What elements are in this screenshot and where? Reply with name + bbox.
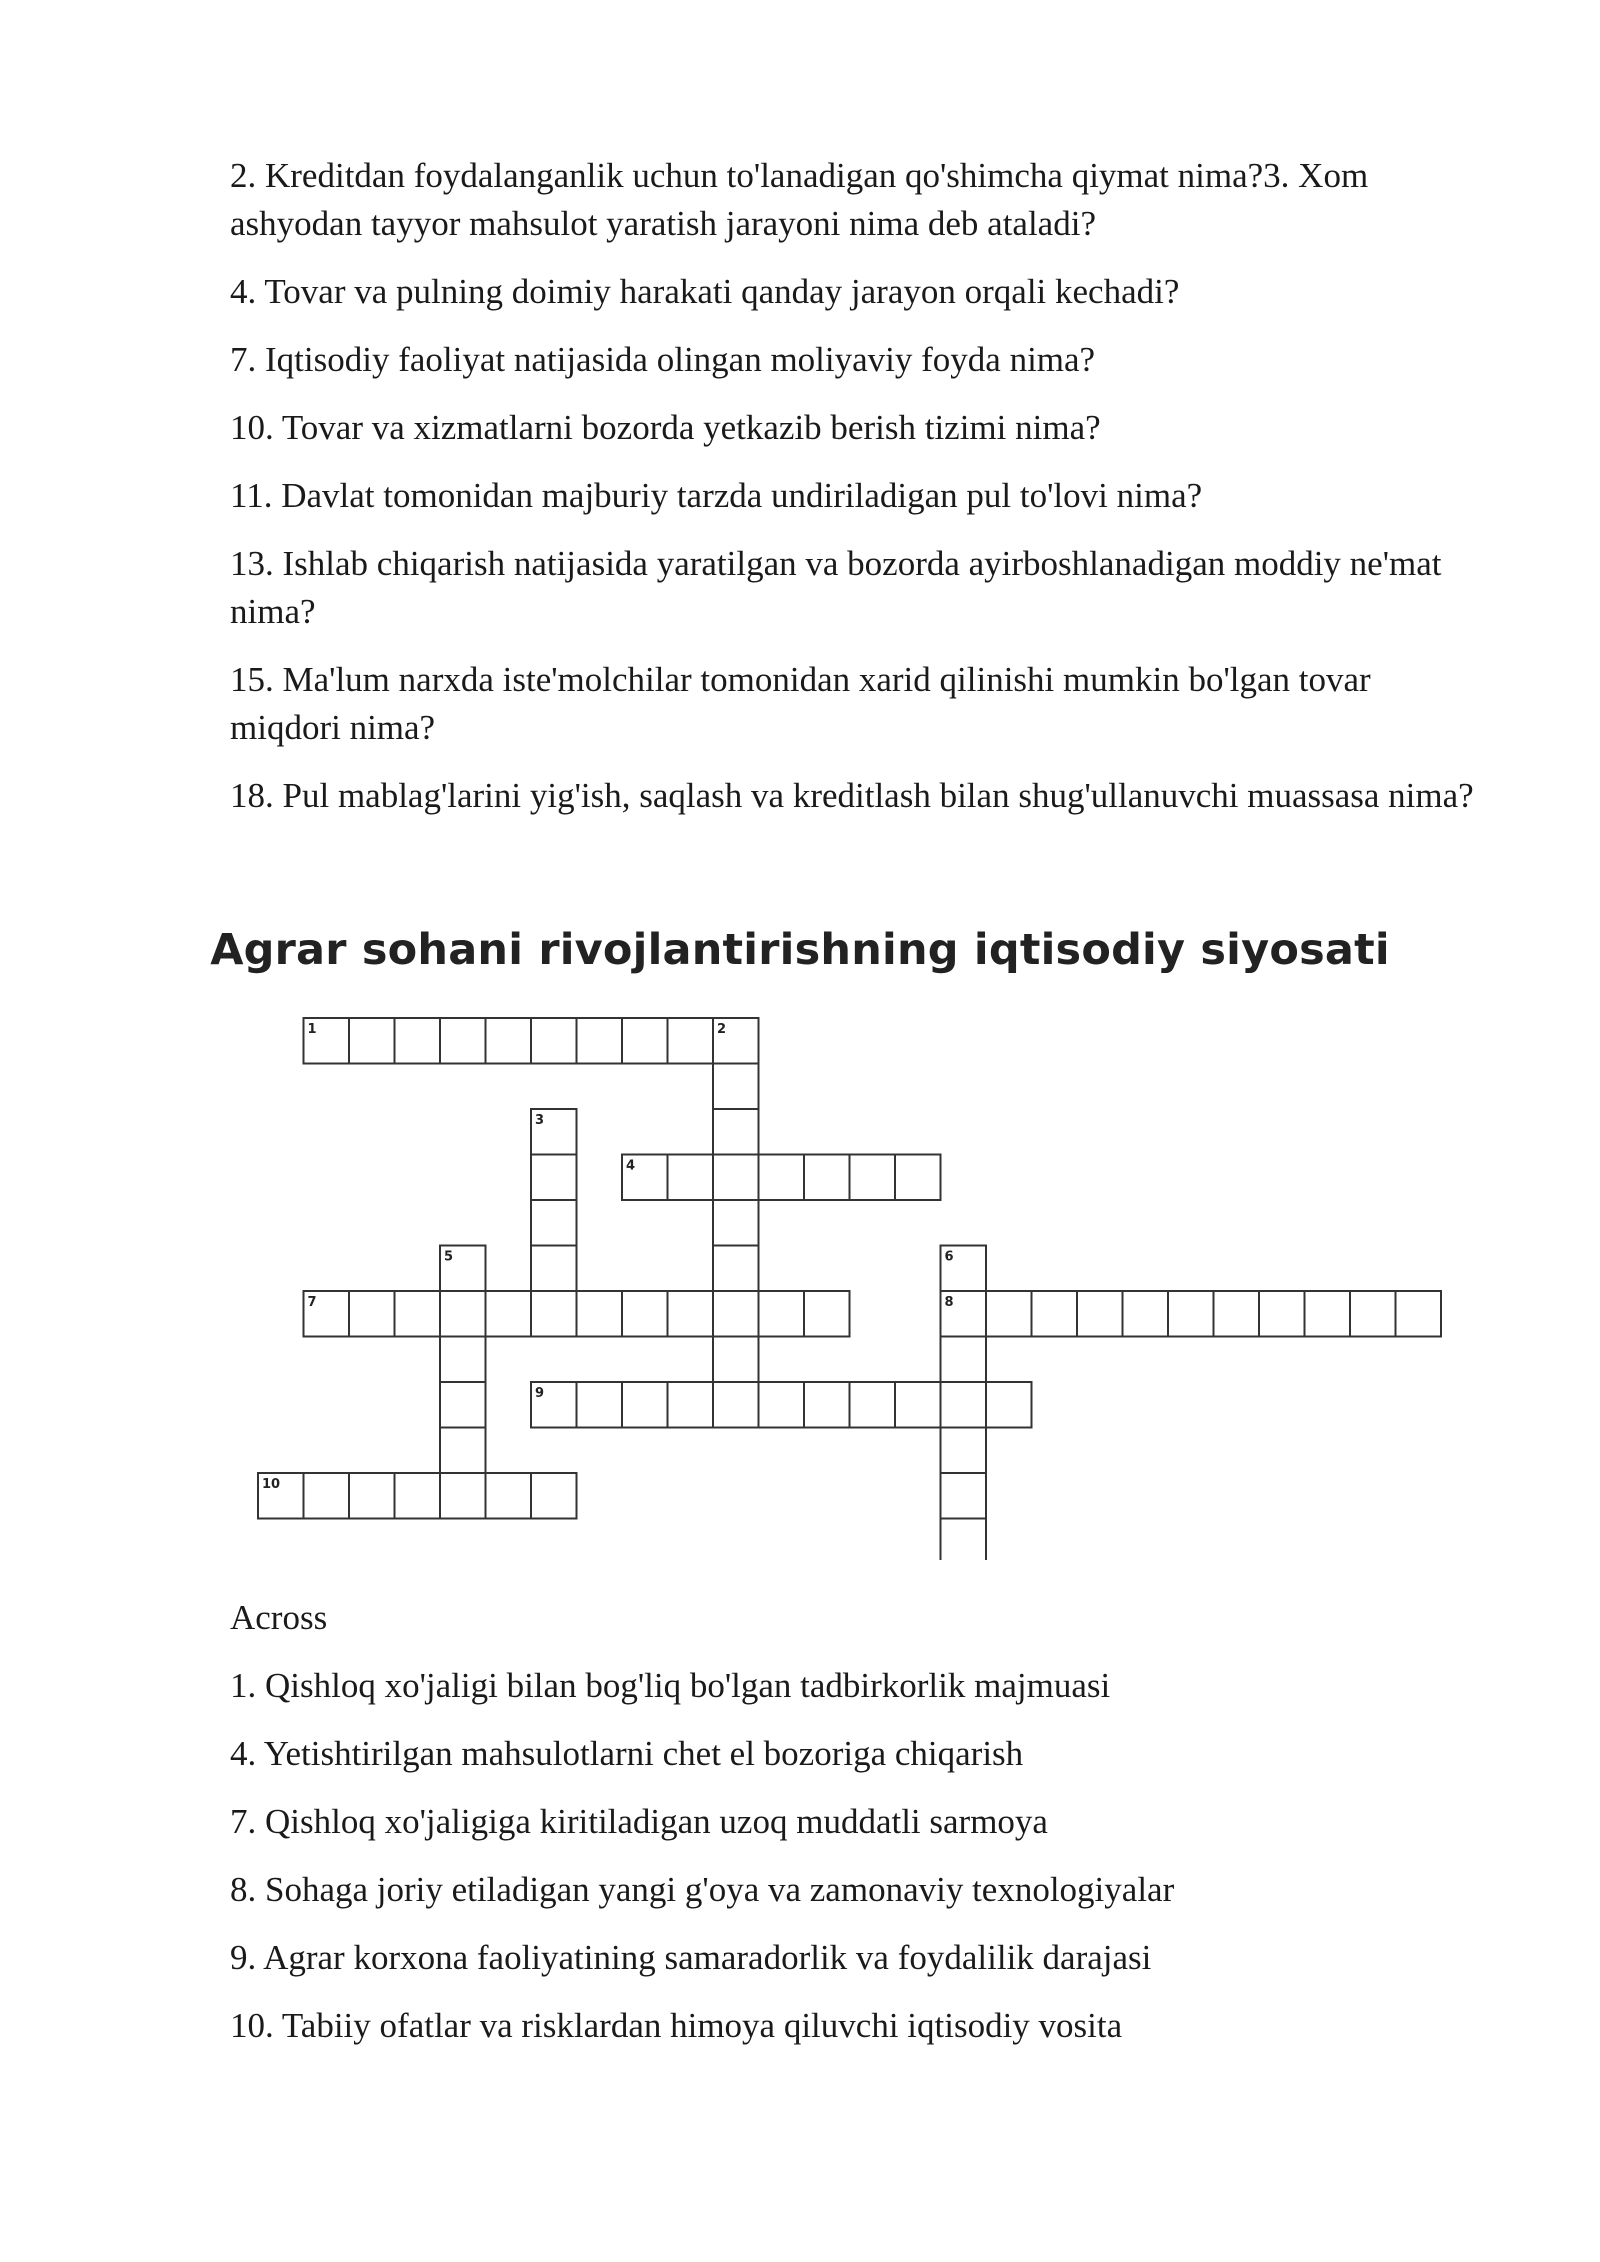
crossword-cell[interactable]: [759, 1155, 805, 1201]
crossword-cell[interactable]: [577, 1382, 623, 1428]
crossword-cell[interactable]: [941, 1473, 987, 1519]
crossword-cell[interactable]: [713, 1382, 759, 1428]
crossword-cell[interactable]: [850, 1382, 896, 1428]
crossword-cell[interactable]: [486, 1473, 532, 1519]
crossword-cell[interactable]: [804, 1382, 850, 1428]
crossword-cell[interactable]: [577, 1018, 623, 1064]
crossword-cell[interactable]: [622, 1291, 668, 1337]
crossword-cell[interactable]: [759, 1382, 805, 1428]
crossword-cell[interactable]: [668, 1291, 714, 1337]
crossword-cell[interactable]: [395, 1473, 441, 1519]
crossword-cell[interactable]: [1077, 1291, 1123, 1337]
crossword-cell[interactable]: [804, 1155, 850, 1201]
crossword-cell[interactable]: [759, 1291, 805, 1337]
clue-down-4: 4. Tovar va pulning doimiy harakati qanday jarayon orqali kechadi?: [230, 272, 1180, 311]
crossword-cell[interactable]: [850, 1155, 896, 1201]
crossword-cell[interactable]: [531, 1473, 577, 1519]
crossword-cell[interactable]: [1396, 1291, 1442, 1337]
crossword-cell[interactable]: [622, 1018, 668, 1064]
crossword-cell[interactable]: [713, 1155, 759, 1201]
crossword-cell[interactable]: [531, 1018, 577, 1064]
crossword-cell[interactable]: [304, 1473, 350, 1519]
crossword-cell[interactable]: [440, 1337, 486, 1383]
crossword-cell[interactable]: [1305, 1291, 1351, 1337]
clue-across-10: 10. Tabiiy ofatlar va risklardan himoya qiluvchi iqtisodiy vosita: [230, 2006, 1123, 2045]
clue-down-15: 15. Ma'lum narxda iste'molchilar tomonidan xarid qilinishi mumkin bo'lgan tovar miqdori nima?: [230, 660, 1371, 747]
crossword-cell[interactable]: [941, 1519, 987, 1561]
crossword-cell[interactable]: [986, 1291, 1032, 1337]
crossword-cell[interactable]: [986, 1382, 1032, 1428]
crossword-cell[interactable]: [1350, 1291, 1396, 1337]
clue-across-9: 9. Agrar korxona faoliyatining samaradorlik va foydalilik darajasi: [230, 1938, 1152, 1977]
clue-across-8: 8. Sohaga joriy etiladigan yangi g'oya va zamonaviy texnologiyalar: [230, 1870, 1175, 1909]
clue-down-13: 13. Ishlab chiqarish natijasida yaratilgan va bozorda ayirboshlanadigan moddiy ne'mat nima?: [230, 544, 1442, 631]
crossword-cell[interactable]: [1259, 1291, 1305, 1337]
crossword-cell[interactable]: [1214, 1291, 1260, 1337]
crossword-cell[interactable]: [395, 1291, 441, 1337]
cell-number-3: 3: [535, 1113, 545, 1128]
crossword-cell[interactable]: [440, 1428, 486, 1474]
crossword-cell[interactable]: [440, 1291, 486, 1337]
crossword-cell[interactable]: [668, 1382, 714, 1428]
crossword-cell[interactable]: [713, 1064, 759, 1110]
across-clues-list: [230, 1594, 1480, 2070]
cell-number-2: 2: [717, 1022, 727, 1037]
crossword-cell[interactable]: [349, 1473, 395, 1519]
cell-number-9: 9: [535, 1386, 545, 1401]
crossword-cell[interactable]: [804, 1291, 850, 1337]
crossword-cell[interactable]: [713, 1246, 759, 1292]
crossword-cell[interactable]: [395, 1018, 441, 1064]
clue-across-1: 1. Qishloq xo'jaligi bilan bog'liq bo'lgan tadbirkorlik majmuasi: [230, 1666, 1111, 1705]
crossword-cell[interactable]: [668, 1018, 714, 1064]
crossword-cell[interactable]: [1168, 1291, 1214, 1337]
crossword-cell[interactable]: [1032, 1291, 1078, 1337]
cell-number-10: 10: [262, 1477, 281, 1492]
across-heading: Across: [230, 1598, 328, 1637]
puzzle-title: Agrar sohani rivojlantirishning iqtisodiy siyosati: [210, 925, 1390, 975]
crossword-cell[interactable]: [622, 1382, 668, 1428]
crossword-cell[interactable]: [531, 1200, 577, 1246]
clue-across-4: 4. Yetishtirilgan mahsulotlarni chet el bozoriga chiqarish: [230, 1734, 1024, 1773]
clue-across-7: 7. Qishloq xo'jaligiga kiritiladigan uzoq muddatli sarmoya: [230, 1802, 1048, 1841]
crossword-cell[interactable]: [941, 1382, 987, 1428]
cell-number-4: 4: [626, 1158, 636, 1174]
crossword-cell[interactable]: [941, 1428, 987, 1474]
clue-down-11: 11. Davlat tomonidan majburiy tarzda undiriladigan pul to'lovi nima?: [230, 476, 1203, 515]
cell-number-5: 5: [444, 1249, 454, 1265]
crossword-cell[interactable]: [713, 1291, 759, 1337]
cell-number-7: 7: [307, 1295, 317, 1310]
cell-number-8: 8: [944, 1295, 954, 1310]
clue-down-7: 7. Iqtisodiy faoliyat natijasida olingan moliyaviy foyda nima?: [230, 340, 1096, 379]
crossword-cell[interactable]: [531, 1155, 577, 1201]
crossword-cell[interactable]: [713, 1337, 759, 1383]
crossword-cell[interactable]: [440, 1473, 486, 1519]
crossword-cell[interactable]: [895, 1382, 941, 1428]
crossword-cell[interactable]: [531, 1246, 577, 1292]
crossword-cell[interactable]: [577, 1291, 623, 1337]
crossword-cell[interactable]: [1123, 1291, 1169, 1337]
cell-number-1: 1: [307, 1022, 317, 1037]
clue-down-18: 18. Pul mablag'larini yig'ish, saqlash va kreditlash bilan shug'ullanuvchi muassasa nima?: [230, 776, 1474, 815]
crossword-cell[interactable]: [440, 1382, 486, 1428]
crossword-cell[interactable]: [941, 1337, 987, 1383]
crossword-cell[interactable]: [668, 1155, 714, 1201]
clue-down-10: 10. Tovar va xizmatlarni bozorda yetkazib berish tizimi nima?: [230, 408, 1101, 447]
crossword-cell[interactable]: [486, 1291, 532, 1337]
crossword-cell[interactable]: [486, 1018, 532, 1064]
crossword-cell[interactable]: [531, 1291, 577, 1337]
clue-down-2-3: 2. Kreditdan foydalanganlik uchun to'lanadigan qo'shimcha qiymat nima?3. Xom ashyodan tayyor mahsulot yaratish jarayoni nima deb ataladi?: [230, 156, 1369, 243]
crossword-cell[interactable]: [440, 1018, 486, 1064]
cell-number-6: 6: [944, 1249, 954, 1265]
crossword-cell[interactable]: [349, 1291, 395, 1337]
crossword-cell[interactable]: [713, 1200, 759, 1246]
crossword-cell[interactable]: [713, 1109, 759, 1155]
crossword-cell[interactable]: [349, 1018, 395, 1064]
crossword-cell[interactable]: [895, 1155, 941, 1201]
